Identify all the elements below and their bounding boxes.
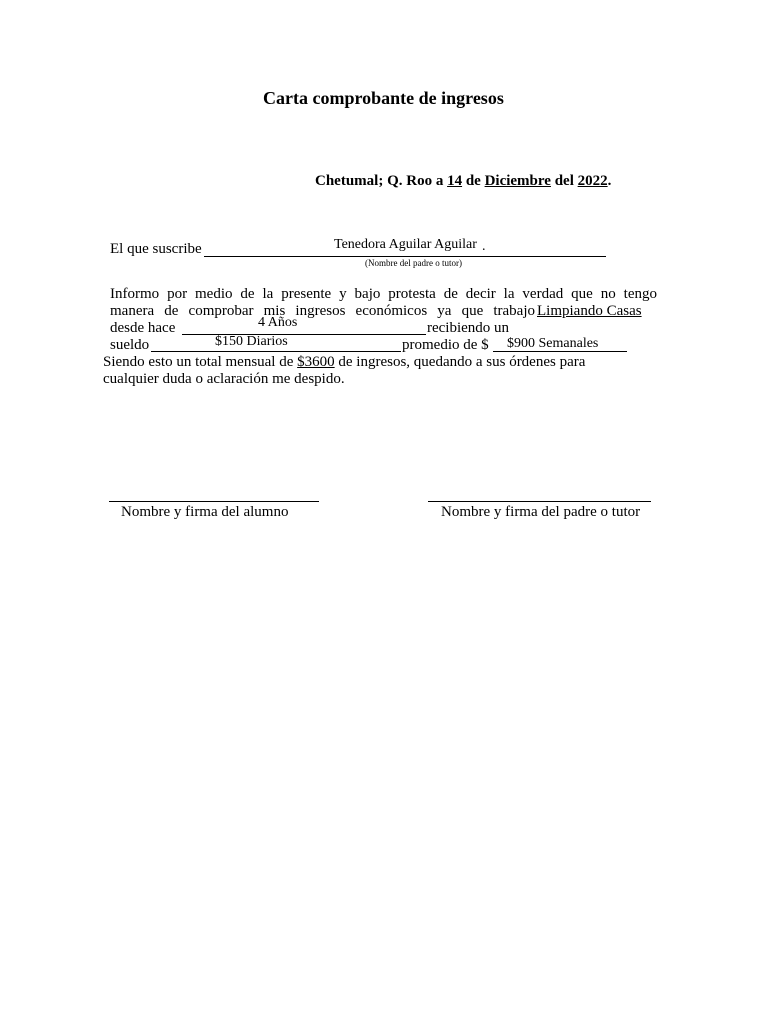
weekly-value: $900 Semanales (507, 336, 599, 351)
place-date-prefix: Chetumal; Q. Roo a (315, 173, 444, 189)
monthly-value: $3600 (297, 354, 335, 370)
subscriber-dot: . (482, 239, 486, 254)
date-day: 14 (447, 173, 463, 189)
subscriber-name: Tenedora Aguilar Aguilar (334, 237, 477, 252)
subscriber-name-line (204, 256, 606, 257)
page-title: Carta comprobante de ingresos (263, 88, 504, 108)
guardian-signature-line (428, 501, 651, 502)
place-date (315, 172, 611, 190)
date-de: de (465, 173, 481, 189)
years-value: 4 Años (258, 315, 298, 330)
sueldo-label: sueldo (110, 337, 150, 353)
student-signature-line (109, 501, 319, 502)
desde-hace-label: desde hace (110, 320, 176, 336)
body-line-2: manera de comprobar mis ingresos económicos ya que trabajo (110, 303, 535, 319)
body-line-6: cualquier duda o aclaración me despido. (103, 371, 345, 387)
promedio-label: promedio de $ (402, 337, 489, 353)
recibiendo-label: recibiendo un (427, 320, 510, 336)
date-del: del (554, 173, 574, 189)
student-signature-label: Nombre y firma del alumno (121, 504, 289, 520)
guardian-signature-label: Nombre y firma del padre o tutor (441, 504, 641, 520)
monthly-suffix: de ingresos, quedando a sus órdenes para (338, 354, 586, 370)
monthly-prefix: Siendo esto un total mensual de (103, 354, 294, 370)
daily-value: $150 Diarios (215, 334, 288, 349)
date-year: 2022 (577, 173, 608, 189)
job-value: Limpiando Casas (537, 303, 642, 319)
date-period: . (607, 173, 612, 189)
body-line-1: Informo por medio de la presente y bajo protesta de decir la verdad que no tengo (110, 286, 657, 302)
date-month: Diciembre (484, 173, 551, 189)
body-line-5 (103, 353, 585, 371)
subscriber-label: El que suscribe (110, 241, 202, 257)
subscriber-caption: (Nombre del padre o tutor) (365, 258, 462, 268)
daily-line (151, 351, 401, 352)
